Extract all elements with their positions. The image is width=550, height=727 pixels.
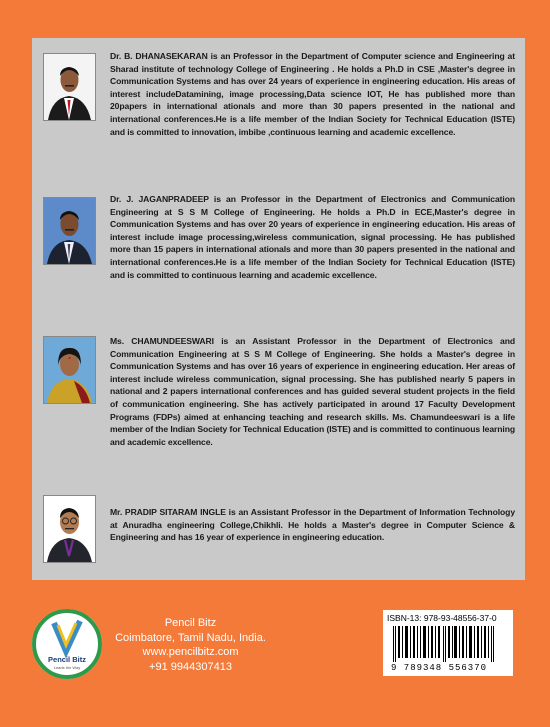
author-bio-text: Ms. CHAMUNDEESWARI is an Assistant Professor in the Department of Electronics and Communication Engineering at S S M College of Engineering. She holds a Master's degree in Communication Systems and has over 16 years of experience in engineering education. Her areas of interest include wireless communication, signal processing. She has published nearly 5 papers in national and 2 papers international conferences and has guided several student projects in the field of communication engineering. She has actively participated in around 17 Faculty Development Programs (FDPs) aimed at enhancing teaching and research skills. Ms. Chamundeeswari is a life member of the Indian Society for Technical Education (ISTE) and is committed to continuous learning and academic excellence.	[110, 336, 515, 447]
author-photo-4	[43, 495, 96, 563]
isbn-label: ISBN-13: 978-93-48556-37-0	[387, 613, 497, 623]
publisher-logo-text: Pencil Bitz	[48, 655, 86, 664]
publisher-info	[108, 616, 273, 674]
isbn-barcode-box	[383, 610, 513, 676]
back-cover-panel	[32, 38, 525, 580]
publisher-name: Pencil Bitz	[164, 617, 217, 629]
publisher-logo-tagline: Leads the Way	[53, 665, 81, 670]
author-photo-2	[43, 197, 96, 265]
author-bio-text: Dr. J. JAGANPRADEEP is an Professor in the Department of Electronics and Communication Engineering at S S M College of Engineering. He holds a Ph.D in ECE,Master's degree in Communication Systems and has over 20 years of experience in engineering education. His areas of interest include image processing,wireless communication, signal processing. He has published more than 15 papers in international ationals and more than 30 papers presented in the national and international conferences.He is a life member of the Indian Society for Technical Education (ISTE) and is committed to continuous learning and academic excellence.	[110, 194, 515, 280]
author-bio-text: Mr. PRADIP SITARAM INGLE is an Assistant Professor in the Department of Information Technology at Anuradha engineering College,Chikhli. He holds a Master's degree in Computer Science & Engineering and has 16 year of experience in engineering education.	[110, 507, 515, 543]
publisher-website[interactable]: www.pencilbitz.com	[142, 646, 239, 658]
isbn-digits: 9 789348 556370	[391, 663, 488, 673]
publisher-address: Coimbatore, Tamil Nadu, India.	[115, 631, 266, 644]
barcode-icon	[391, 626, 505, 662]
publisher-phone: +91 9944307413	[149, 660, 232, 673]
publisher-logo	[32, 609, 102, 679]
author-bio-text: Dr. B. DHANASEKARAN is an Professor in the Department of Computer science and Engineering at Sharad institute of technology College of Engineering . He holds a Ph.D in CSE ,Master's degree in Communication Systems and has over 24 years of experience in engineering education. His areas of interest includeDatamining, image processing,Data science IOT, He has published more than 20papers in international ationals and more than 30 papers presented in the national and international conferences.He is a life member of the Indian Society for Technical Education (ISTE) and is committed to innovation, imbibe ,continuous learning and academic excellence.	[110, 51, 515, 137]
author-photo-3	[43, 336, 96, 404]
author-photo-1	[43, 53, 96, 121]
